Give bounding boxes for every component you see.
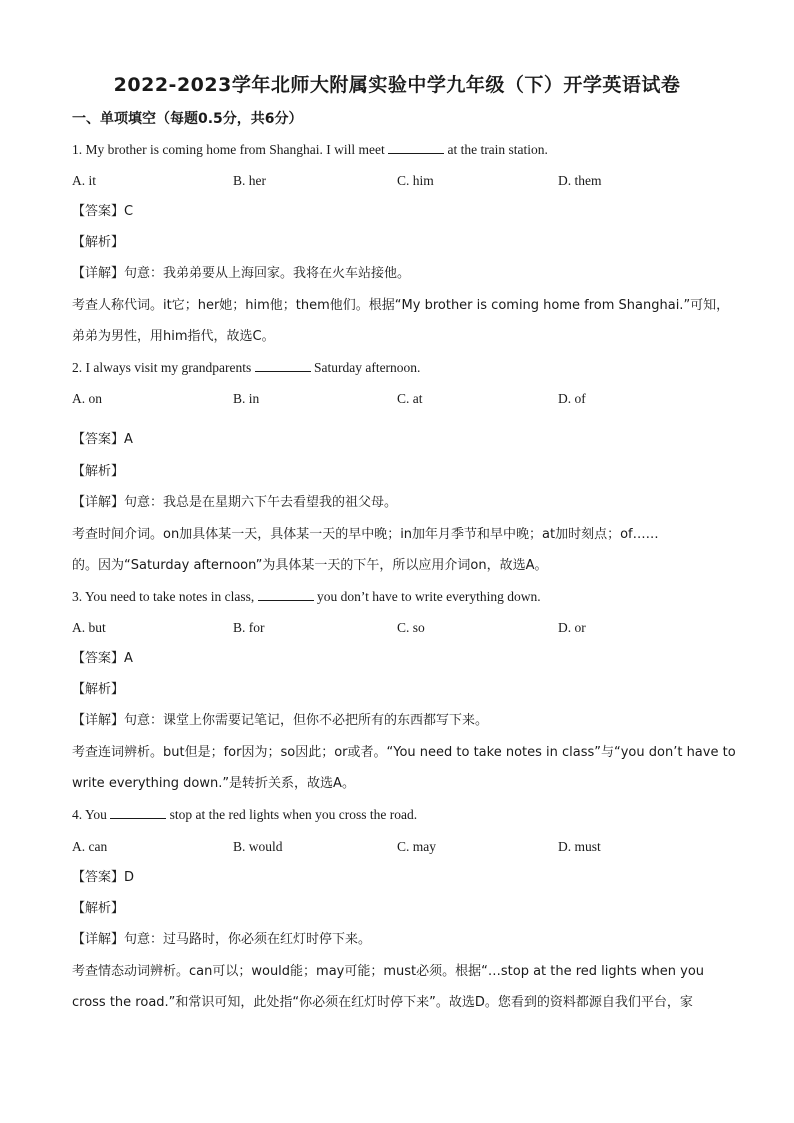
option-d: D. or	[558, 620, 586, 635]
options-row	[72, 172, 732, 190]
answer-blank	[388, 141, 444, 154]
answer-blank	[255, 359, 311, 372]
detail-line	[72, 494, 397, 512]
option-c: C. may	[397, 839, 436, 854]
option-a: A. can	[72, 839, 108, 854]
page-title: 2022-2023学年北师大附属实验中学九年级（下）开学英语试卷	[113, 74, 681, 96]
options-row	[72, 619, 732, 637]
explanation-text: write everything down.”是转折关系，故选A。	[72, 776, 355, 791]
detail-line	[72, 931, 371, 949]
option-b: B. her	[233, 173, 266, 188]
option-b: B. in	[233, 391, 260, 406]
section-heading: 一、单项填空（每题0.5分，共6分）	[72, 111, 303, 127]
option-c: C. so	[397, 620, 425, 635]
question-stem	[72, 359, 420, 377]
explanation-text: 考查人称代词。it它；her她；him他；them他们。根据“My brother is coming home from Shanghai.”可知，	[72, 298, 730, 313]
analysis-label: 【解析】	[72, 464, 125, 479]
option-d: D. must	[558, 839, 601, 854]
detail-line	[72, 712, 488, 730]
analysis-label: 【解析】	[72, 901, 125, 916]
detail-label: 【详解】	[72, 266, 125, 281]
question-stem	[72, 806, 417, 824]
answer-line	[72, 650, 133, 668]
explanation-text: 考查情态动词辨析。can可以；would能；may可能；must必须。根据“…stop at the red lights when you	[72, 964, 705, 979]
explanation-text: 的。因为“Saturday afternoon”为具体某一天的下午，所以应用介词on，故选A。	[72, 558, 548, 573]
detail-line	[72, 265, 410, 283]
detail-text: 句意：课堂上你需要记笔记，但你不必把所有的东西都写下来。	[124, 713, 489, 728]
option-a: A. it	[72, 173, 97, 188]
option-b: B. for	[233, 620, 265, 635]
option-c: C. him	[397, 173, 434, 188]
options-row	[72, 390, 732, 408]
question-stem	[72, 141, 548, 159]
option-b: B. would	[233, 839, 283, 854]
detail-text: 句意：过马路时，你必须在红灯时停下来。	[124, 932, 372, 947]
option-d: D. them	[558, 173, 602, 188]
detail-label: 【详解】	[72, 495, 125, 510]
explanation-text: cross the road.”和常识可知，此处指“你必须在红灯时停下来”。故选D。您看到的资料都源自我们平台，家	[72, 995, 693, 1010]
answer-line	[72, 431, 133, 449]
option-a: A. on	[72, 391, 102, 406]
detail-text: 句意：我总是在星期六下午去看望我的祖父母。	[124, 495, 398, 510]
option-c: C. at	[397, 391, 423, 406]
stem-text: 2. I always visit my grandparents	[72, 360, 255, 375]
answer-label: 【答案】	[72, 432, 125, 447]
analysis-label: 【解析】	[72, 682, 125, 697]
answer-label: 【答案】	[72, 870, 125, 885]
answer-blank	[110, 806, 166, 819]
stem-text: Saturday afternoon.	[310, 360, 421, 375]
stem-text: 4. You	[72, 807, 111, 822]
analysis-label: 【解析】	[72, 235, 125, 250]
stem-text: 1. My brother is coming home from Shanghai. I will meet	[72, 142, 389, 157]
explanation-text: 考查连词辨析。but但是；for因为；so因此；or或者。“You need to take notes in class”与“you don’t have to	[72, 745, 736, 760]
answer-line	[72, 869, 134, 887]
stem-text: at the train station.	[444, 142, 548, 157]
answer-value: A	[124, 651, 133, 666]
answer-blank	[258, 588, 314, 601]
detail-label: 【详解】	[72, 713, 125, 728]
explanation-text: 弟弟为男性，用him指代，故选C。	[72, 329, 275, 344]
detail-text: 句意：我弟弟要从上海回家。我将在火车站接他。	[124, 266, 411, 281]
answer-label: 【答案】	[72, 651, 125, 666]
answer-value: D	[124, 870, 135, 885]
option-a: A. but	[72, 620, 106, 635]
options-row	[72, 838, 732, 856]
answer-label: 【答案】	[72, 204, 125, 219]
stem-text: stop at the red lights when you cross the road.	[166, 807, 418, 822]
answer-line	[72, 203, 133, 221]
option-d: D. of	[558, 391, 586, 406]
detail-label: 【详解】	[72, 932, 125, 947]
stem-text: 3. You need to take notes in class,	[72, 589, 258, 604]
explanation-text: 考查时间介词。on加具体某一天，具体某一天的早中晚；in加年月季节和早中晚；at加时刻点；of……	[72, 527, 659, 542]
answer-value: A	[124, 432, 133, 447]
answer-value: C	[124, 204, 134, 219]
question-stem	[72, 588, 541, 606]
stem-text: you don’t have to write everything down.	[313, 589, 541, 604]
